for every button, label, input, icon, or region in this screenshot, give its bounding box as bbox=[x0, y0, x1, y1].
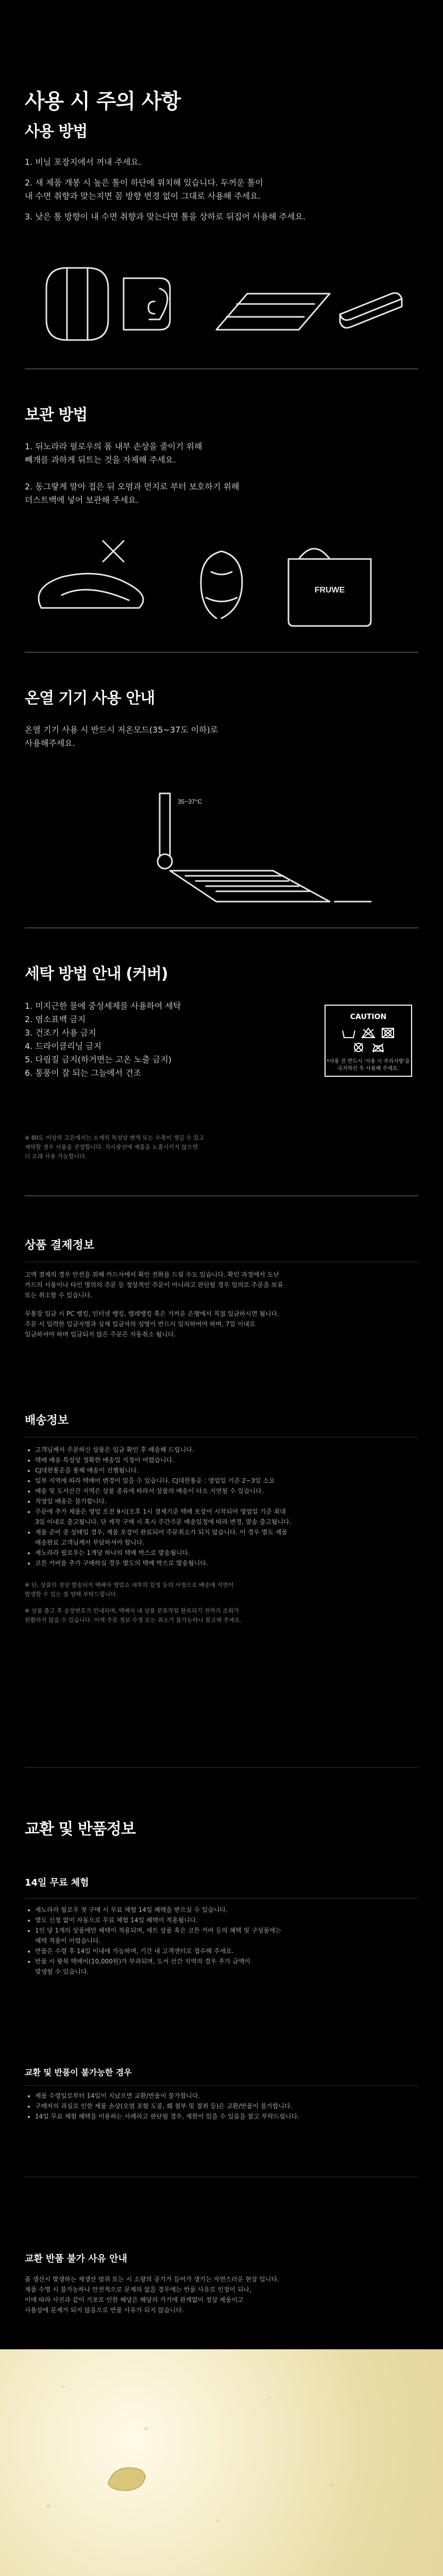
delivery-item: • CJ대한통운을 통해 배송이 진행됩니다. bbox=[35, 1465, 418, 1476]
delivery-section bbox=[0, 1412, 443, 1625]
wash-item: 1. 미지근한 물에 중성세제를 사용하여 세탁 bbox=[25, 1001, 181, 1011]
storage-text: 1. 뒤노라라 필로우의 폼 내부 손상을 줄이기 위해 빼개를 과하게 뒤트는 것을 자제해 주세요. 2. 동그랗게 말아 접은 뒤 오염과 먼지로 부터 보호하기 위해 더스트백에 넣어 보관해 주세요. bbox=[25, 442, 240, 505]
delivery-item: • 일부 지역에 따라 택배비 변경이 있을 수 있습니다. CJ대한통운 : 영업일 기준 2~3일 소요 bbox=[35, 1476, 418, 1486]
no-dry-clean-icon bbox=[351, 1042, 366, 1053]
storage-illustration bbox=[0, 520, 443, 634]
wash-item: 3. 건조기 사용 금지 bbox=[25, 1028, 96, 1038]
caution-box bbox=[325, 1005, 412, 1077]
heat-text: 온열 기기 사용 시 반드시 저온모드(35~37도 이하)로 사용해주세요. bbox=[25, 725, 218, 748]
trial-section bbox=[0, 1875, 443, 1977]
storage-title: 보관 방법 bbox=[25, 406, 88, 424]
delivery-item: • 직영일 배송은 불가합니다. bbox=[35, 1496, 418, 1506]
usage-step: 3. 낮은 톨 방향이 내 수면 취향과 맞는다면 톨을 상하로 뒤집어 사용해 주세요. bbox=[25, 212, 306, 222]
trial-title: 14일 무료 체험 bbox=[25, 1877, 89, 1888]
care-symbols bbox=[326, 1027, 411, 1039]
usage-subtitle: 사용 방법 bbox=[25, 123, 88, 141]
pillow-usage-illustration bbox=[0, 242, 443, 355]
usage-title: 사용 시 주의 사항 bbox=[25, 90, 181, 113]
delivery-list bbox=[25, 1445, 418, 1568]
heating-pad-illustration bbox=[0, 773, 443, 907]
exchange-section bbox=[0, 1816, 443, 1839]
trial-item: • 반품 시 왕복 택배비(10,000원)가 부과되며, 도서 산간 지역의 경우 추가 금액이 발생될 수 있습니다. bbox=[35, 1956, 418, 1977]
foam-photo bbox=[0, 2349, 443, 2576]
trial-list bbox=[25, 1905, 418, 1977]
wash-note-text: ※ 80도 이상의 고온에서는 소재의 특성상 변색 또는 수축이 생길 수 있고 세탁할 경우 사용을 권장합니다. 직사광선에 제품을 노출시키지 않으면 더 오래 사용 가능합니다. bbox=[25, 1134, 205, 1160]
heat-temp-label: 35~37°C bbox=[178, 798, 202, 805]
defect-section bbox=[0, 2251, 443, 2315]
trial-item: • 1인 당 1개의 상품에만 혜택이 적용되며, 세트 상품 혹은 코튼 커버 등의 혜택 및 구성품에는 혜택 적용이 어렵습니다. bbox=[35, 1925, 418, 1946]
wash-item: 5. 다림질 금지(하거면는 고온 노출 금지) bbox=[25, 1055, 172, 1064]
trial-item: • 반품은 수령 후 14일 이내에 가능하며, 기간 내 고객센터로 접수해 주세요. bbox=[35, 1946, 418, 1956]
delivery-note-2: ※ 상품 출고 후 송장번호가 안내되며, 택배사 내 상품 분류작업 완료되기 전까지 조회가 원활하지 않을 수 있습니다. 이에 주문 정보 수정 또는 취소가 불가능하니 참고해 주세요. bbox=[25, 1607, 242, 1623]
delivery-title: 배송정보 bbox=[25, 1414, 69, 1427]
delivery-divider bbox=[0, 1767, 443, 1768]
payment-section bbox=[0, 1236, 443, 1340]
wash-title: 세탁 방법 안내 (커버) bbox=[25, 965, 168, 983]
delivery-item: • 코튼 커버를 추가 구매하실 경우 별도의 택배 박스로 발송됩니다. bbox=[35, 1558, 418, 1568]
caution-note: *사용 전 반드시 '사용 시 주의사항'을 숙지하신 후 사용해 주세요. bbox=[327, 1059, 410, 1072]
trial-item: • 별도 신청 없이 자동으로 무료 체험 14일 혜택이 적용됩니다. bbox=[35, 1915, 418, 1925]
no-return-list bbox=[25, 2091, 418, 2122]
dustbag-brand-label: FRUWE bbox=[314, 586, 345, 595]
storage-section bbox=[0, 402, 443, 507]
wash-divider bbox=[0, 1195, 443, 1196]
no-tumble-dry-icon bbox=[381, 1027, 395, 1039]
no-return-title: 교환 및 반품이 불가능한 경우 bbox=[25, 2067, 132, 2077]
care-symbols-2 bbox=[326, 1042, 411, 1053]
usage-step: 2. 새 제품 개봉 시 높은 톨이 하단에 위치해 있습니다. 두꺼운 톨이 내 수면 취향과 맞는지면 꼼 방향 변경 없이 그대로 사용해 주세요. bbox=[25, 178, 263, 201]
defect-title: 교환 반품 불가 사유 안내 bbox=[25, 2253, 127, 2264]
storage-divider bbox=[0, 652, 443, 653]
delivery-item: • 고객님께서 주문하신 상품은 입금 확인 후 배송해 드립니다. bbox=[35, 1445, 418, 1455]
no-return-section bbox=[0, 2066, 443, 2122]
payment-text-1: 고액 결제의 경우 안전을 위해 카드사에서 확인 전화를 드릴 수도 있습니다. 확인 과정에서 도난 카드의 사용이나 타인 명의의 주문 등 정상적인 주문이 아니라고 판단될 경우 임의로 주문을 보류 또는 취소할 수 있습니다. bbox=[25, 1271, 283, 1299]
wash-tub-icon bbox=[342, 1027, 356, 1039]
usage-divider bbox=[0, 368, 443, 369]
delivery-note-1: ※ 단, 상품의 정상 발송되지 택배사 영업소 내부의 일정 등의 사정으로 배송에 지연이 발생할 수 있는 점 양해 부탁드립니다. bbox=[25, 1582, 234, 1598]
air-bubble-defect bbox=[103, 2463, 149, 2494]
foam-texture bbox=[0, 2349, 443, 2576]
wash-item: 6. 통풍이 잘 되는 그늘에서 건조 bbox=[25, 1068, 142, 1078]
wash-item: 4. 드라이클리닝 금지 bbox=[25, 1041, 102, 1051]
delivery-item: • 제노라라 필로우는 1개당 하나의 택배 박스로 발송됩니다. bbox=[35, 1548, 418, 1558]
payment-text-2: 무통장 입금 시 PC 뱅킹, 인터넷 뱅킹, 텔레뱅킹 혹은 가까운 은행에서 직접 입금하시면 됩니다. 주문 시 입력한 입금자명과 실제 입금자의 성명이 반드시 일치하여야 하며, 7일 이내로 입금하셔야 하며 입금되지 않은 주문은 자동취소 됩니다. bbox=[25, 1310, 279, 1338]
delivery-item: • 택배 배송 특성상 정확한 배송일 지정이 어렵습니다. bbox=[35, 1455, 418, 1465]
delivery-item: • 배송 및 도서산간 지역은 상품 종류에 따라서 상품의 배송이 다소 지연될 수 있습니다. bbox=[35, 1486, 418, 1496]
wash-note bbox=[0, 1133, 443, 1161]
no-return-item: • 14일 무료 체험 혜택을 이용하는 사례라고 판단될 경우, 제한이 있을 수 있음을 참고 부탁드립니다. bbox=[35, 2111, 418, 2122]
usage-section bbox=[0, 85, 443, 114]
no-bleach-icon bbox=[361, 1027, 376, 1039]
wash-item: 2. 염소표백 금지 bbox=[25, 1014, 86, 1024]
payment-title: 상품 결제정보 bbox=[25, 1239, 95, 1252]
exchange-title: 교환 및 반품정보 bbox=[25, 1820, 135, 1838]
wash-section bbox=[0, 961, 443, 984]
delivery-item: • 제품 준비 중 상태일 경우, 제품 포장이 완료되어 주문취소가 되지 않습니다. 이 경우 별도 제품 배송완료 고객님께서 부담하셔야 합니다. bbox=[35, 1527, 418, 1548]
caution-title: CAUTION bbox=[350, 1013, 387, 1021]
defect-text: 폼 생산시 발생하는 재생산 범위 또는 시 소량의 공기가 들어가 생기는 자연스러운 현상 입니다. 제품 수명 시 불가능하나 안전적으로 문제의 없을 경우에는 반품 사유로 인정이 되나, 이에 따라 사진과 같이 기포로 인한 해당은 해당의 가기에 관계없이 정상 제품이고 사용상에 문제가 되지 않음으로 반품 사유가 되지 않습니다. bbox=[25, 2276, 279, 2314]
heat-section bbox=[0, 685, 443, 750]
no-iron-icon bbox=[371, 1042, 385, 1053]
heat-title: 온열 기기 사용 안내 bbox=[25, 689, 155, 707]
usage-step: 1. 비닐 포장지에서 꺼내 주세요. bbox=[25, 157, 142, 167]
no-return-item: • 제품 수령일로부터 14일이 지났으면 교환/반품이 불가합니다. bbox=[35, 2091, 418, 2101]
delivery-item: • 주문에 추가 제품은 영업 오전 9시(오후 1시 결제기준 택배 포장이 시작되어 영업일 기준 최대 3일 이내로 출고됩니다. 단 제작 구매 시 혹시 주간주문 배송일정에 따라 변경, 발송 출고됩니다. bbox=[35, 1506, 418, 1527]
no-return-item: • 구매자의 과실로 인한 제품 손상(오염 포함 도봉, 훼 첨부 및 절취 등)은 교환/반품이 불가합니다. bbox=[35, 2101, 418, 2111]
trial-item: • 제노라라 필로우 첫 구매 시 무료 체험 14일 혜택을 받으실 수 있습니다. bbox=[35, 1905, 418, 1915]
usage-method bbox=[0, 118, 443, 224]
heat-divider bbox=[0, 927, 443, 928]
